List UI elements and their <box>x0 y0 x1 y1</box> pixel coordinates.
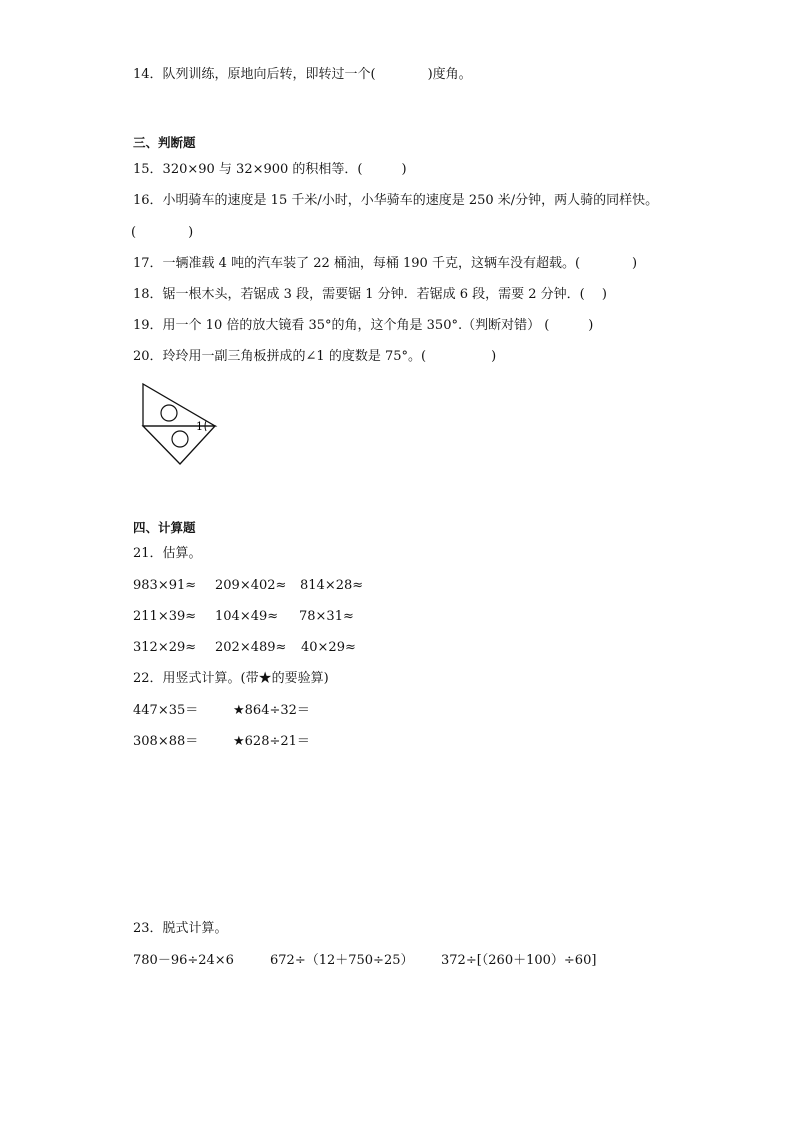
q23-item-3: 372÷[（260＋100）÷60] <box>441 953 597 968</box>
question-17: 17．一辆准载 4 吨的汽车装了 22 桶油，每桶 190 千克，这辆车没有超载。( ) <box>133 256 638 271</box>
question-18: 18．锯一根木头，若锯成 3 段，需要锯 1 分钟．若锯成 6 段，需要 2 分钟．( ) <box>133 287 607 302</box>
q21-item-r3c2: 202×489≈ <box>215 640 287 655</box>
question-14: 14．队列训练，原地向后转，即转过一个( )度角。 <box>133 67 472 82</box>
lower-set-square <box>143 426 215 464</box>
question-16: 16．小明骑车的速度是 15 千米/小时，小华骑车的速度是 250 米/分钟，两人骑的同样快。 <box>133 193 659 208</box>
q22-item-r1c2: ★864÷32＝ <box>233 703 310 718</box>
q22-item-r2c1: 308×88＝ <box>133 734 199 749</box>
q22-item-r1c1: 447×35＝ <box>133 703 199 718</box>
q21-item-r1c3: 814×28≈ <box>300 578 364 593</box>
question-20: 20．玲玲用一副三角板拼成的∠1 的度数是 75°。( ) <box>133 349 497 364</box>
q21-item-r2c3: 78×31≈ <box>299 609 354 624</box>
question-23: 23．脱式计算。 <box>133 921 228 936</box>
q21-item-r3c1: 312×29≈ <box>133 640 197 655</box>
q21-item-r3c3: 40×29≈ <box>301 640 356 655</box>
angle-1-label: 1 <box>196 420 203 433</box>
triangle-rulers-figure <box>140 380 222 466</box>
q21-item-r2c2: 104×49≈ <box>215 609 279 624</box>
question-21: 21．估算。 <box>133 546 202 561</box>
lower-circle-hole <box>172 431 188 447</box>
question-16-blank: ( ) <box>131 225 194 240</box>
q21-item-r1c2: 209×402≈ <box>215 578 287 593</box>
section-heading-judgement: 三、判断题 <box>133 135 196 150</box>
q22-item-r2c2: ★628÷21＝ <box>233 734 310 749</box>
q21-item-r1c1: 983×91≈ <box>133 578 197 593</box>
section-heading-calculation: 四、计算题 <box>133 520 196 535</box>
upper-circle-hole <box>161 405 177 421</box>
q21-item-r2c1: 211×39≈ <box>133 609 197 624</box>
q23-item-1: 780－96÷24×6 <box>133 953 234 968</box>
upper-set-square <box>143 384 215 426</box>
q23-item-2: 672÷（12＋750÷25） <box>270 953 414 968</box>
question-15: 15．320×90 与 32×900 的积相等．( ) <box>133 162 407 177</box>
question-22: 22．用竖式计算。(带★的要验算) <box>133 671 329 686</box>
question-19: 19．用一个 10 倍的放大镜看 35°的角，这个角是 350°.（判断对错） ( ) <box>133 318 594 333</box>
